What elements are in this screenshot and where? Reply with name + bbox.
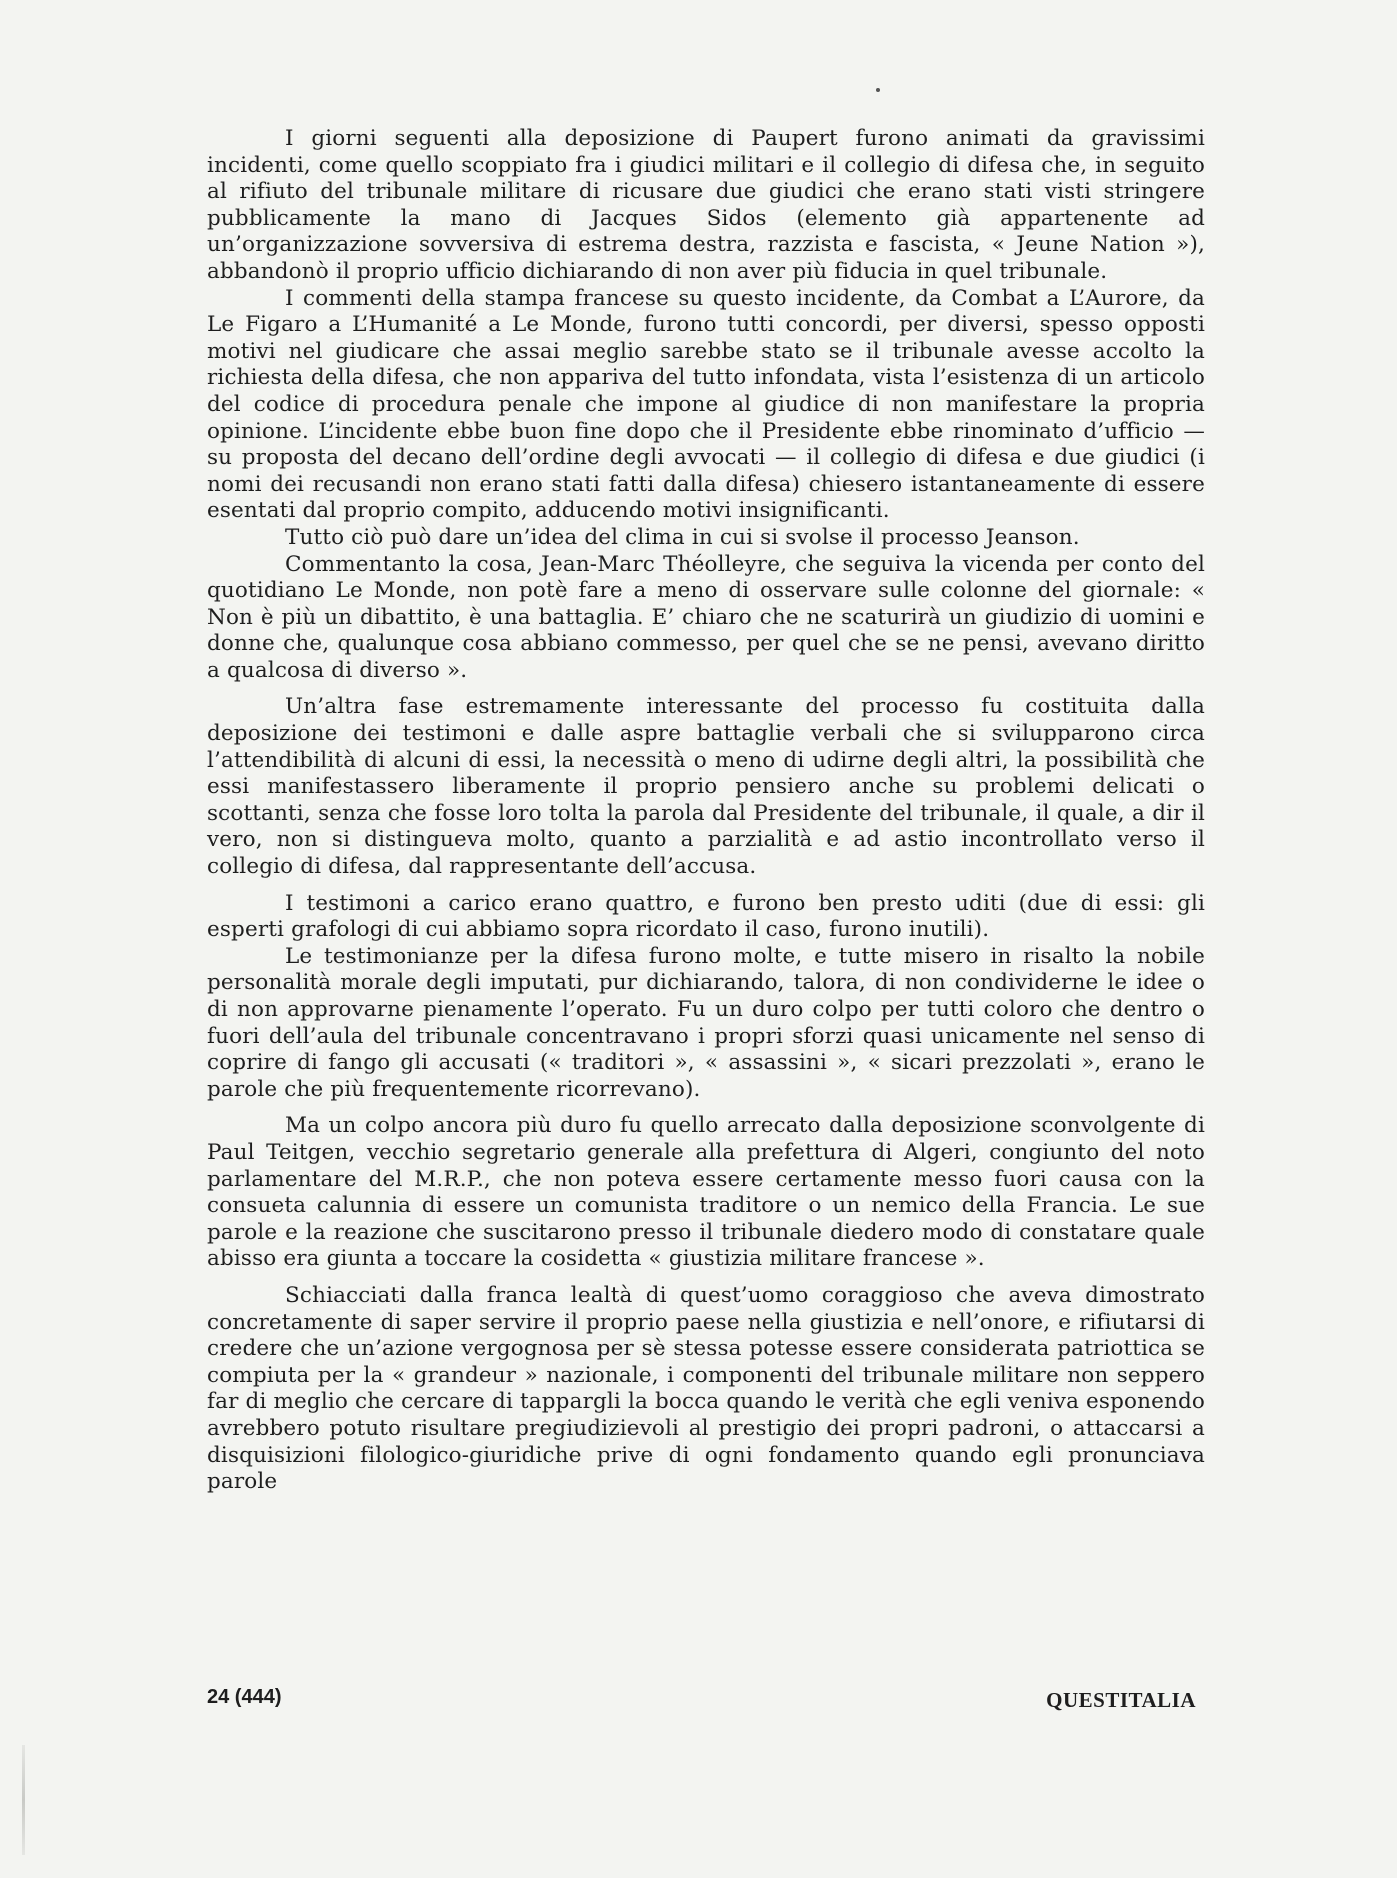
paragraph: I testimoni a carico erano quattro, e furono ben presto uditi (due di essi: gli esperti grafologi di cui abbiamo sopra ricordato il caso, furono inutili). (207, 890, 1205, 943)
paragraph: I giorni seguenti alla deposizione di Paupert furono animati da gravissimi incidenti, come quello scoppiato fra i giudici militari e il collegio di difesa che, in seguito al rifiuto del tribunale militare di ricusare due giudici che erano stati visti stringere pubblicamente la mano di Jacques Sidos (elemento già appartenente ad un’organizzazione sovversiva di estrema destra, razzista e fascista, « Jeune Nation »), abbandonò il proprio ufficio dichiarando di non aver più fiducia in quel tribunale. (207, 126, 1205, 284)
paragraph: I commenti della stampa francese su questo incidente, da Combat a L’Aurore, da Le Figaro a L’Humanité a Le Monde, furono tutti concordi, per diversi, spesso opposti motivi nel giudicare che assai meglio sarebbe stato se il tribunale avesse accolto la richiesta della difesa, che non appariva del tutto infondata, vista l’esistenza di un articolo del codice di procedura penale che impone al giudice di non manifestare la propria opinione. L’incidente ebbe buon fine dopo che il Presidente ebbe rinominato d’ufficio — su proposta del decano dell’ordine degli avvocati — il collegio di difesa e due giudici (i nomi dei recusandi non erano stati fatti dalla difesa) chiesero istantaneamente di essere esentati dal proprio compito, adducendo motivi insignificanti. (207, 285, 1205, 524)
paragraph: Un’altra fase estremamente interessante del processo fu costituita dalla deposizione dei testimoni e dalle aspre battaglie verbali che si svilupparono circa l’attendibilità di alcuni di essi, la necessità o meno di udirne degli altri, la possibilità che essi manifestassero liberamente il proprio pensiero anche su problemi delicati o scottanti, senza che fosse loro tolta la parola dal Presidente del tribunale, il quale, a dir il vero, non si distingueva molto, quanto a parzialità e ad astio incontrollato verso il collegio di difesa, dal rappresentante dell’accusa. (207, 694, 1205, 880)
paragraph: Le testimonianze per la difesa furono molte, e tutte misero in risalto la nobile personalità morale degli imputati, pur dichiarando, talora, di non condividerne le idee o di non approvarne pienamente l’operato. Fu un duro colpo per tutti coloro che dentro o fuori dell’aula del tribunale concentravano i propri sforzi quasi unicamente nel senso di coprire di fango gli accusati (« traditori », « assassini », « sicari prezzolati », erano le parole che più frequentemente ricorrevano). (207, 943, 1205, 1102)
paragraph: Tutto ciò può dare un’idea del clima in cui si svolse il processo Jeanson. (285, 524, 1080, 550)
paragraph: Ma un colpo ancora più duro fu quello arrecato dalla deposizione sconvolgente di Paul Teitgen, vecchio segretario generale alla prefettura di Algeri, congiunto del noto parlamentare del M.R.P., che non poteva essere certamente messo fuori causa con la consueta calunnia di essere un comunista traditore o un nemico della Francia. Le sue parole e la reazione che suscitarono presso il tribunale diedero modo di constatare quale abisso era giunta a toccare la cosidetta « giustizia militare francese ». (207, 1113, 1205, 1272)
paragraph: Schiacciati dalla franca lealtà di quest’uomo coraggioso che aveva dimostrato concretamente di saper servire il proprio paese nella giustizia e nell’onore, e rifiutarsi di credere che un’azione vergognosa per sè stessa potesse essere considerata patriottica se compiuta per la « grandeur » nazionale, i componenti del tribunale militare non seppero far di meglio che cercare di tappargli la bocca quando le verità che egli veniva esponendo avrebbero potuto risultare pregiudizievoli al prestigio dei propri padroni, o attaccarsi a disquisizioni filologico-giuridiche prive di ogni fondamento quando egli pronunciava parole (207, 1282, 1205, 1495)
body-text (207, 126, 1205, 1496)
journal-title: QUESTITALIA (1046, 1688, 1196, 1712)
paragraph: Commentanto la cosa, Jean-Marc Théolleyre, che seguiva la vicenda per conto del quotidiano Le Monde, non potè fare a meno di osservare sulle colonne del giornale: « Non è più un dibattito, è una battaglia. E’ chiaro che ne scaturirà un giudizio di uomini e donne che, qualunque cosa abbiano commesso, per quel che se ne pensi, avevano diritto a qualcosa di diverso ». (207, 551, 1205, 683)
binding-shadow (22, 1745, 25, 1855)
stray-mark (876, 88, 880, 92)
page-number: 24 (444) (207, 1686, 282, 1708)
